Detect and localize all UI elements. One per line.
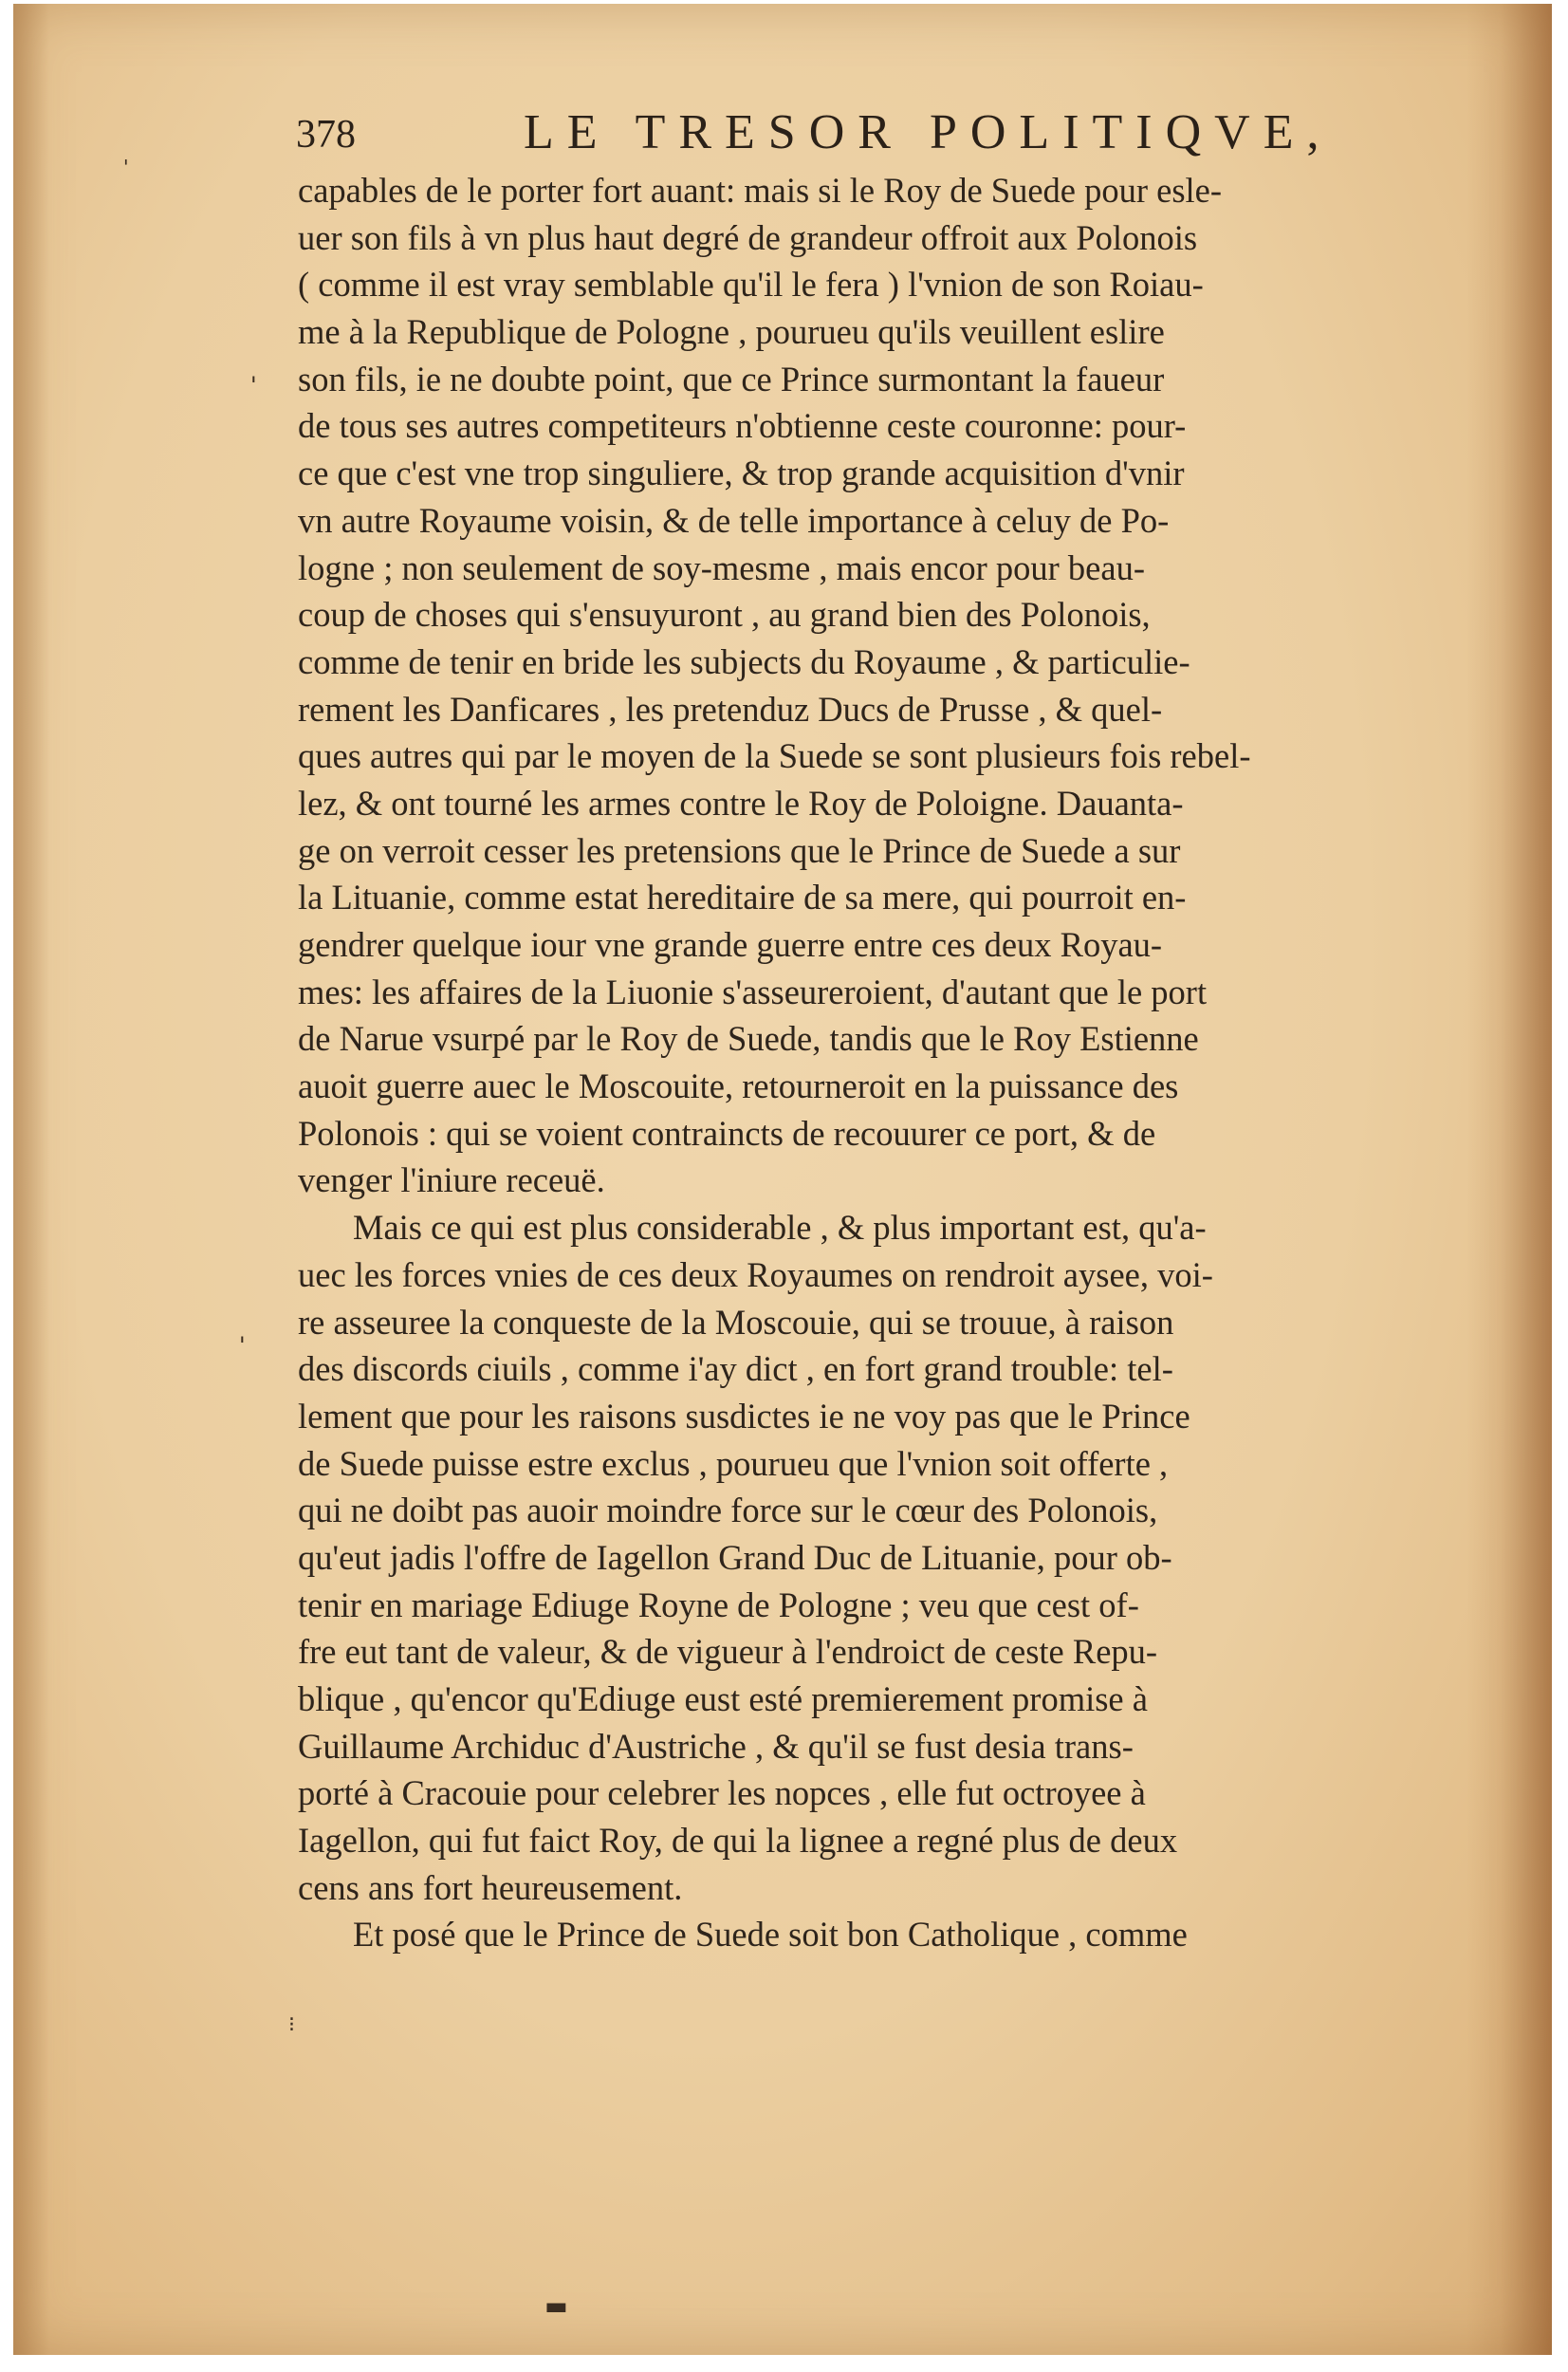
text-line: Et posé que le Prince de Suede soit bon Catholique , comme	[353, 1915, 1188, 1955]
ink-speck: ▬	[544, 2292, 568, 2321]
text-line: Guillaume Archiduc d'Austriche , & qu'il se fust desia trans-	[298, 1726, 1134, 1766]
text-line: qu'eut jadis l'offre de Iagellon Grand Duc de Lituanie, pour ob-	[298, 1537, 1172, 1577]
text-line: lement que pour les raisons susdictes ie ne voy pas que le Prince	[298, 1396, 1190, 1436]
text-line: rement les Danficares , les pretenduz Ducs de Prusse , & quel-	[298, 689, 1163, 729]
text-line: des discords ciuils , comme i'ay dict , en fort grand trouble: tel-	[298, 1349, 1173, 1389]
text-line: ce que c'est vne trop singuliere, & trop grande acquisition d'vnir	[298, 454, 1185, 493]
text-line: Mais ce qui est plus considerable , & plus important est, qu'a-	[353, 1208, 1207, 1248]
text-line: de tous ses autres competiteurs n'obtienne ceste couronne: pour-	[298, 406, 1187, 446]
running-title: LE TRESOR POLITIQVE,	[524, 105, 1333, 159]
text-line: ques autres qui par le moyen de la Suede se sont plusieurs fois rebel-	[298, 736, 1251, 776]
text-line: Iagellon, qui fut faict Roy, de qui la lignee a regné plus de deux	[298, 1821, 1178, 1861]
text-line: ( comme il est vray semblable qu'il le fera ) l'vnion de son Roiau-	[298, 265, 1204, 305]
text-line: venger l'iniure receuë.	[298, 1160, 605, 1200]
text-line: uer son fils à vn plus haut degré de grandeur offroit aux Polonois	[298, 217, 1198, 257]
text-line: vn autre Royaume voisin, & de telle importance à celuy de Po-	[298, 500, 1170, 540]
text-line: capables de le porter fort auant: mais si le Roy de Suede pour esle-	[298, 171, 1223, 210]
text-line: la Lituanie, comme estat hereditaire de sa mere, qui pourroit en-	[298, 878, 1187, 917]
text-line: tenir en mariage Ediuge Royne de Pologne ; veu que cest of-	[298, 1584, 1139, 1624]
book-page	[13, 4, 1552, 2355]
text-line: logne ; non seulement de soy-mesme , mais encor pour beau-	[298, 547, 1145, 587]
body-text	[298, 167, 1474, 1958]
text-line: Polonois : qui se voient contraincts de recouurer ce port, & de	[298, 1113, 1156, 1153]
text-line: fre eut tant de valeur, & de vigueur à l'endroict de ceste Repu-	[298, 1632, 1158, 1672]
text-line: re asseuree la conqueste de la Moscouie, qui se trouue, à raison	[298, 1302, 1174, 1342]
text-line: lez, & ont tourné les armes contre le Roy de Poloigne. Dauanta-	[298, 783, 1184, 823]
text-line: blique , qu'encor qu'Ediuge eust esté premierement promise à	[298, 1679, 1148, 1718]
page-header	[296, 104, 1349, 171]
text-line: de Narue vsurpé par le Roy de Suede, tandis que le Roy Estienne	[298, 1019, 1199, 1059]
text-line: mes: les affaires de la Liuonie s'asseureroient, d'autant que le port	[298, 972, 1208, 1011]
text-line: qui ne doibt pas auoir moindre force sur le cœur des Polonois,	[298, 1491, 1158, 1530]
text-line: uec les forces vnies de ces deux Royaumes on rendroit aysee, voi-	[298, 1254, 1213, 1294]
text-line: coup de choses qui s'ensuyuront , au grand bien des Polonois,	[298, 595, 1151, 635]
text-line: me à la Republique de Pologne , pourueu qu'ils veuillent eslire	[298, 312, 1165, 352]
ink-speck: ⁝	[288, 2013, 295, 2037]
ink-speck: '	[123, 156, 129, 178]
text-line: ge on verroit cesser les pretensions que le Prince de Suede a sur	[298, 830, 1181, 870]
text-line: de Suede puisse estre exclus , pourueu que l'vnion soit offerte ,	[298, 1443, 1169, 1483]
text-line: gendrer quelque iour vne grande guerre entre ces deux Royau-	[298, 925, 1163, 964]
page-left-shadow	[13, 4, 49, 2355]
text-line: son fils, ie ne doubte point, que ce Prince surmontant la faueur	[298, 359, 1165, 398]
page-right-edge-stain	[1467, 4, 1552, 2355]
text-line: auoit guerre auec le Moscouite, retourneroit en la puissance des	[298, 1066, 1179, 1106]
page-number: 378	[296, 113, 356, 157]
text-line: porté à Cracouie pour celebrer les nopces , elle fut octroyee à	[298, 1773, 1146, 1813]
ink-speck: '	[250, 372, 257, 398]
text-line: cens ans fort heureusement.	[298, 1867, 683, 1907]
text-line: comme de tenir en bride les subjects du Royaume , & particulie-	[298, 641, 1190, 681]
ink-speck: '	[239, 1332, 246, 1359]
